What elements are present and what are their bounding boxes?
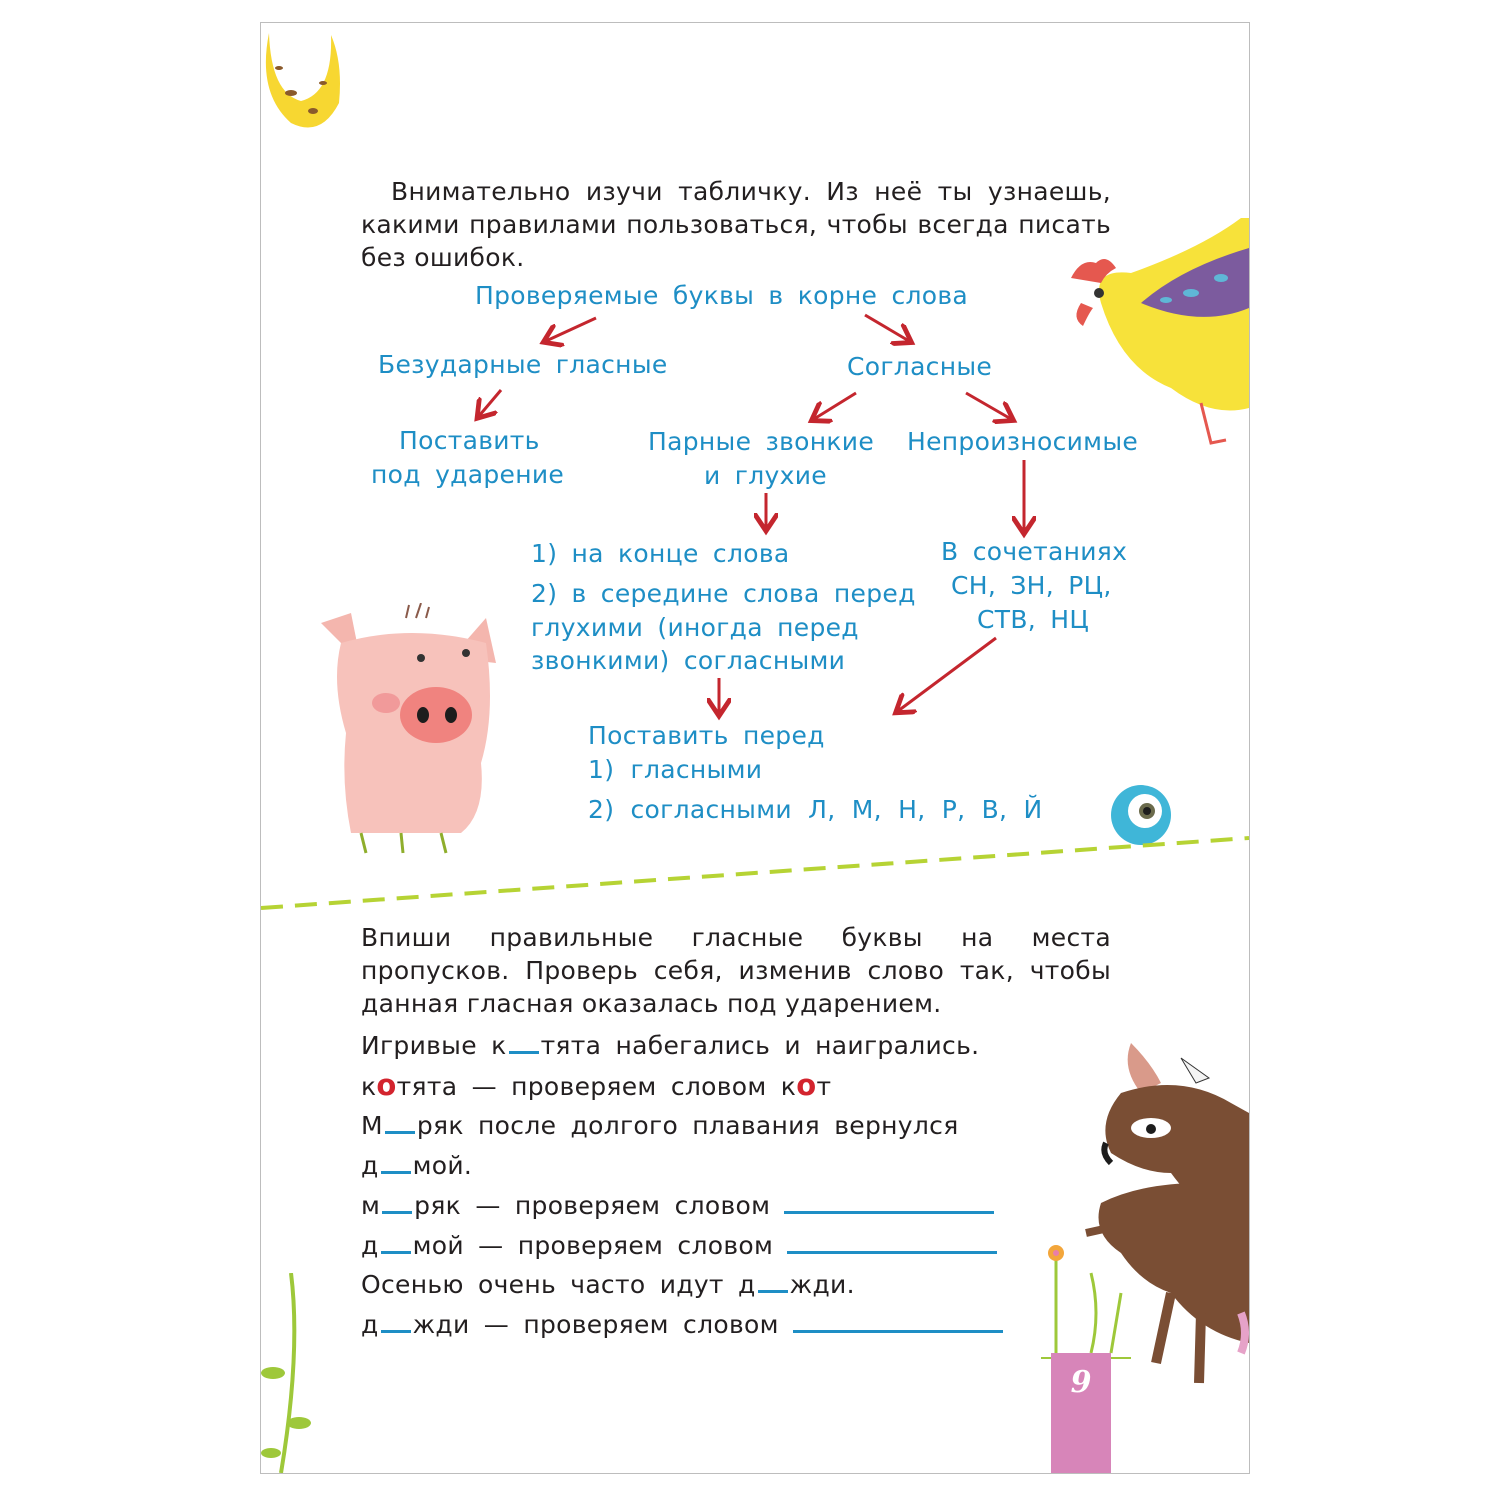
scheme-arrows <box>261 23 1249 823</box>
scheme-combo-3: СТВ, НЦ <box>977 605 1090 634</box>
intro-text: Внимательно изучи табличку. Из неё ты узнаешь, какими правилами пользоваться, чтобы всегда писать без ошибок. <box>361 177 1111 272</box>
answer-line[interactable] <box>784 1189 994 1214</box>
arrow-root-to-consonants <box>865 315 909 341</box>
answer-line[interactable] <box>787 1229 997 1254</box>
blank-gap[interactable] <box>381 1149 411 1174</box>
exercise-2-check-2: д мой — проверяем словом <box>361 1229 997 1262</box>
blank-gap[interactable] <box>381 1229 411 1254</box>
flower-illustration <box>1031 1233 1141 1363</box>
task-instruction-text: Впиши правильные гласные буквы на места пропусков. Проверь себя, изменив слово так, чтобы данная гласная оказалась под ударением. <box>361 923 1111 1018</box>
scheme-paired-2: и глухие <box>704 461 827 490</box>
arrow-consonants-to-paired <box>814 393 856 419</box>
arrow-combos-to-place <box>898 638 996 711</box>
scheme-position-2a: 2) в середине слова перед <box>531 579 916 608</box>
blank-gap[interactable] <box>758 1268 788 1293</box>
exercise-2-sentence-cont: д мой. <box>361 1151 473 1180</box>
scheme-put-stress-2: под ударение <box>371 460 565 489</box>
scheme-put-stress-1: Поставить <box>399 426 540 455</box>
blank-gap[interactable] <box>385 1109 415 1134</box>
dashed-divider <box>261 823 1249 923</box>
scheme-paired-1: Парные звонкие <box>648 427 874 456</box>
exercise-1-check: котята — проверяем словом кот <box>361 1068 832 1102</box>
scheme-place-3: 2) согласными Л, М, Н, Р, В, Й <box>588 795 1043 824</box>
page-number: 9 <box>1051 1353 1111 1474</box>
blank-gap[interactable] <box>381 1308 411 1333</box>
scheme-consonants: Согласные <box>847 352 993 381</box>
scheme-combo-2: СН, ЗН, РЦ, <box>951 571 1112 600</box>
scheme-position-2b: глухими (иногда перед <box>531 613 859 642</box>
stressed-vowel-highlight: о <box>376 1068 397 1102</box>
blank-gap[interactable] <box>509 1029 539 1054</box>
exercise-3-sentence: Осенью очень часто идут д жди. <box>361 1270 855 1299</box>
exercise-2-check-1: м ряк — проверяем словом <box>361 1189 994 1222</box>
scheme-silent: Непроизносимые <box>907 427 1139 456</box>
scheme-root: Проверяемые буквы в корне слова <box>475 281 969 310</box>
scheme-place-2: 1) гласными <box>588 755 763 784</box>
blank-gap[interactable] <box>382 1189 412 1214</box>
scheme-unstressed-vowels: Безударные гласные <box>378 350 668 379</box>
stressed-vowel-highlight: о <box>796 1068 817 1102</box>
arrow-consonants-to-silent <box>966 393 1011 419</box>
exercise-3-check: д жди — проверяем словом <box>361 1308 1003 1341</box>
answer-line[interactable] <box>793 1308 1003 1333</box>
arrow-vowels-to-stress <box>479 390 501 416</box>
task-instruction <box>361 921 1111 1020</box>
grass-illustration <box>261 1273 321 1473</box>
exercise-2-sentence: М ряк после долгого плавания вернулся <box>361 1111 959 1140</box>
workbook-page <box>260 22 1250 1474</box>
exercise-1-sentence: Игривые к тята набегались и наигрались. <box>361 1031 980 1060</box>
scheme-combo-1: В сочетаниях <box>941 537 1128 566</box>
scheme-place-1: Поставить перед <box>588 721 825 750</box>
scheme-position-2c: звонкими) согласными <box>531 646 846 675</box>
scheme-position-1: 1) на конце слова <box>531 539 790 568</box>
arrow-root-to-vowels <box>546 318 596 341</box>
